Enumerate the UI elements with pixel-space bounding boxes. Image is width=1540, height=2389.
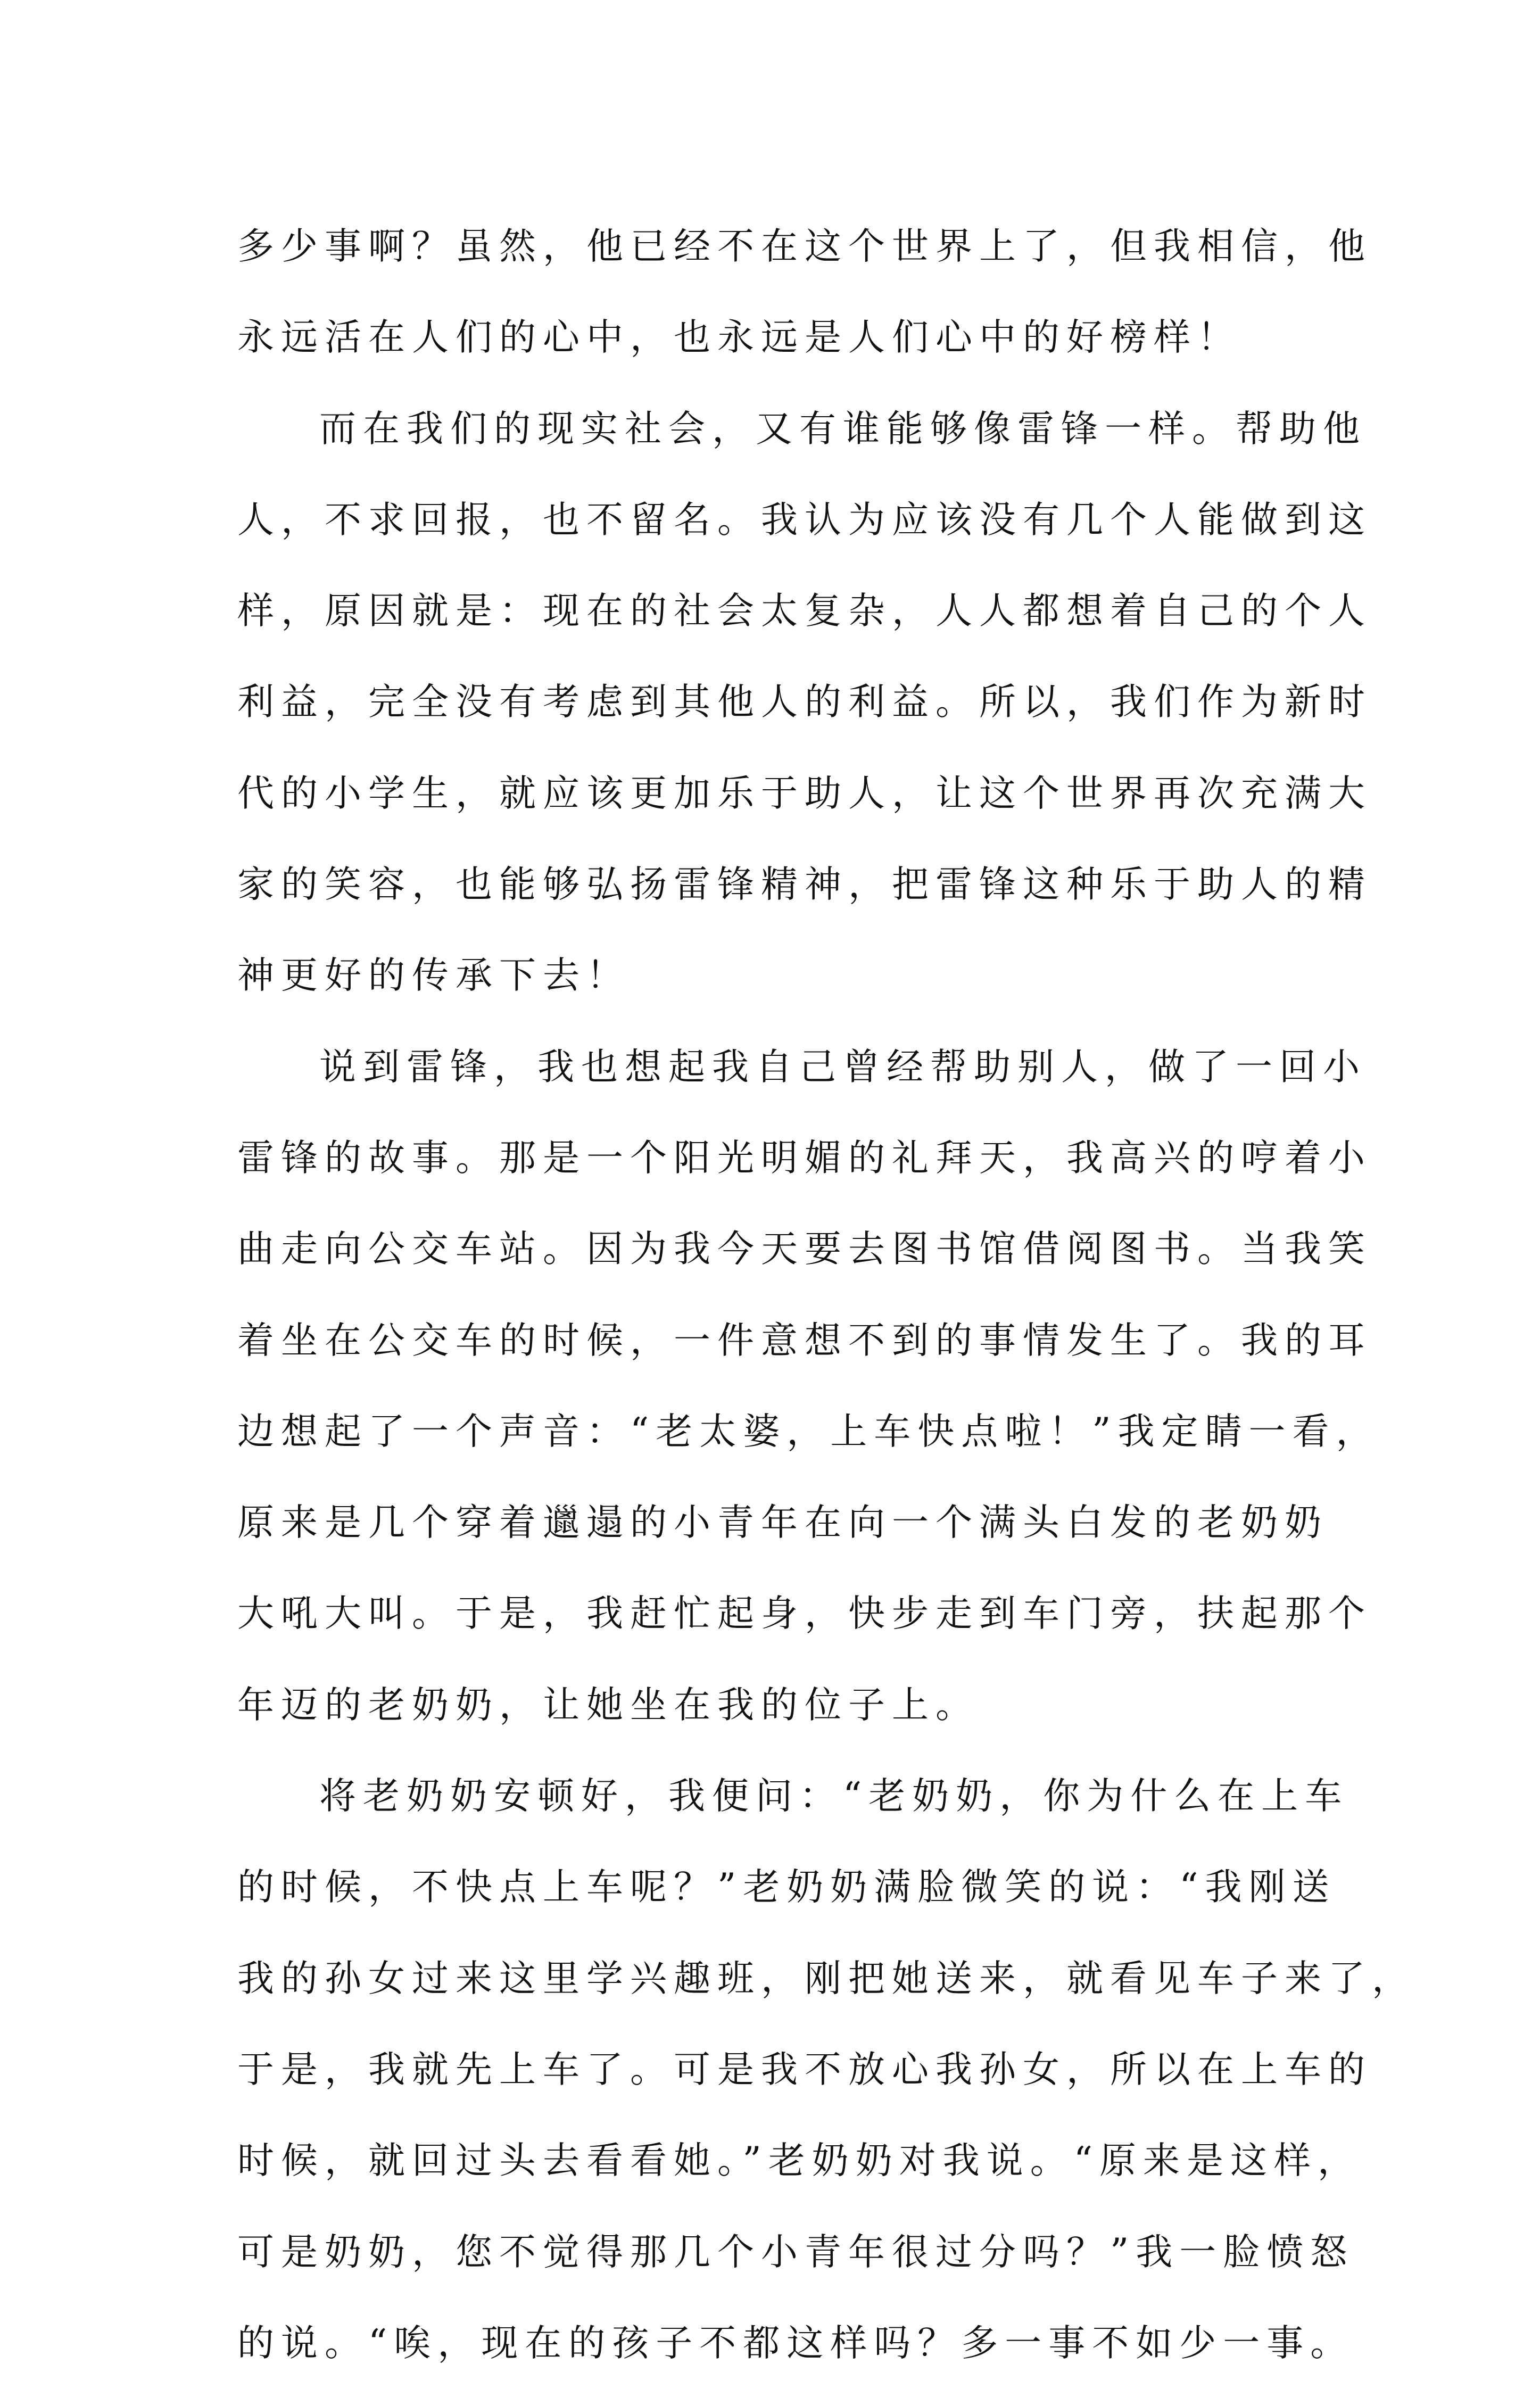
text-line: 着坐在公交车的时候，一件意想不到的事情发生了。我的耳	[237, 1319, 1372, 1362]
text-line: 多少事啊？虽然，他已经不在这个世界上了，但我相信，他	[237, 225, 1372, 268]
text-line: 边想起了一个声音：“老太婆，上车快点啦！”我定睛一看，	[237, 1410, 1380, 1453]
paragraph-start-line: 说到雷锋，我也想起我自己曾经帮助别人，做了一回小	[319, 1045, 1367, 1088]
text-line: 的时候，不快点上车呢？”老奶奶满脸微笑的说：“我刚送	[237, 1866, 1336, 1909]
text-line: 原来是几个穿着邋遢的小青年在向一个满头白发的老奶奶	[237, 1501, 1328, 1544]
text-line: 永远活在人们的心中，也永远是人们心中的好榜样！	[237, 316, 1241, 359]
text-line: 代的小学生，就应该更加乐于助人，让这个世界再次充满大	[237, 772, 1372, 815]
text-line: 曲走向公交车站。因为我今天要去图书馆借阅图书。当我笑	[237, 1228, 1372, 1271]
text-line: 利益，完全没有考虑到其他人的利益。所以，我们作为新时	[237, 681, 1372, 724]
text-line: 人，不求回报，也不留名。我认为应该没有几个人能做到这	[237, 498, 1372, 541]
paragraph-start-line: 而在我们的现实社会，又有谁能够像雷锋一样。帮助他	[319, 407, 1367, 450]
text-line: 可是奶奶，您不觉得那几个小青年很过分吗？”我一脸愤怒	[237, 2230, 1354, 2274]
text-line: 我的孙女过来这里学兴趣班，刚把她送来，就看见车子来了，	[237, 1957, 1415, 2000]
text-line: 样，原因就是：现在的社会太复杂，人人都想着自己的个人	[237, 590, 1372, 633]
text-line: 大吼大叫。于是，我赶忙起身，快步走到车门旁，扶起那个	[237, 1592, 1372, 1635]
text-line: 的说。“唉，现在的孩子不都这样吗？多一事不如少一事。	[237, 2321, 1354, 2365]
text-line: 家的笑容，也能够弘扬雷锋精神，把雷锋这种乐于助人的精	[237, 863, 1372, 906]
body-text	[237, 201, 1415, 2389]
paragraph-start-line: 将老奶奶安顿好，我便问：“老奶奶，你为什么在上车	[319, 1775, 1349, 1818]
text-line: 时候，就回过头去看看她。”老奶奶对我说。“原来是这样，	[237, 2139, 1362, 2183]
text-line: 年迈的老奶奶，让她坐在我的位子上。	[237, 1683, 979, 1726]
text-line: 神更好的传承下去！	[237, 954, 630, 997]
text-line: 于是，我就先上车了。可是我不放心我孙女，所以在上车的	[237, 2048, 1372, 2091]
text-line: 雷锋的故事。那是一个阳光明媚的礼拜天，我高兴的哼着小	[237, 1136, 1372, 1179]
